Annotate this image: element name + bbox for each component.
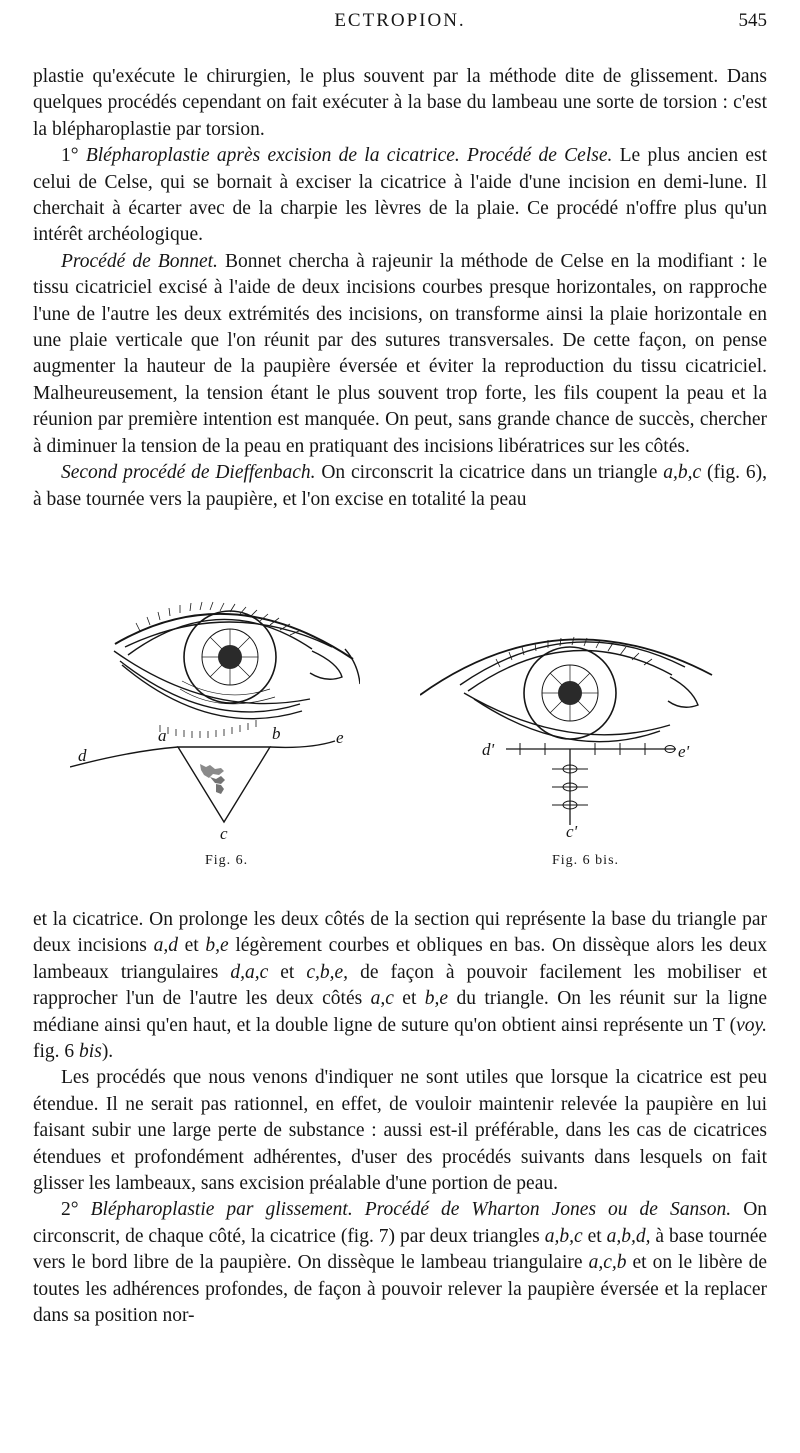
text-block-bottom xyxy=(33,907,767,1330)
term-abc: a,b,c xyxy=(544,1225,583,1247)
term-voy: voy. xyxy=(736,1014,767,1036)
label-a: a xyxy=(158,726,167,745)
text-run: On circonscrit, de chaque côté, la cicatrice (fig. 7) par deux triangles xyxy=(33,1199,768,1247)
term-be: b,e xyxy=(205,935,229,957)
paragraph-dieffenbach xyxy=(33,460,767,513)
figure-6-bis-illustration xyxy=(420,615,720,837)
text-run: légèrement courbes et obliques en bas. On dissèque alors les deux lambeaux triangulaires xyxy=(33,935,768,983)
paragraph-limits: Les procédés que nous venons d'indiquer ne sont utiles que lorsque la cicatrice est peu étendue. Il ne serait pas rationnel, en effet, de vouloir maintenir relevée la paupière en lui faisant subir une large perte de substance : aussi est-il préférable, dans les cas de cicatrices étendues et profondément adhérentes, d'user des procédés suivants dans lesquels on fait glisser les lambeaux, sans excision préalable d'une portion de peau. xyxy=(33,1067,767,1195)
term-acb: a,c,b xyxy=(588,1252,627,1274)
term-dac: d,a,c xyxy=(230,961,269,983)
procedure-name: Procédé de Celse. xyxy=(467,145,613,167)
term-cbe: c,b,e, xyxy=(306,961,349,983)
label-c: c xyxy=(220,824,228,839)
paragraph-glissement xyxy=(33,1197,767,1329)
paragraph-bonnet xyxy=(33,249,767,460)
section-number: 1° xyxy=(61,145,79,167)
term-ac: a,c xyxy=(370,988,394,1010)
figure-6-caption: Fig. 6. xyxy=(205,853,249,868)
page-number: 545 xyxy=(738,10,767,31)
text-run: et on le libère de toutes les adhérences profondes, de façon à pouvoir relever la paupière éversée et la replacer dans sa position nor- xyxy=(33,1252,768,1327)
text-run: et xyxy=(280,961,295,983)
text-run: ). xyxy=(101,1041,114,1063)
label-b: b xyxy=(272,724,281,743)
paragraph-celse xyxy=(33,143,767,249)
figure-6-illustration xyxy=(70,589,360,839)
label-c-prime: c' xyxy=(566,822,578,837)
text-run: fig. 6 xyxy=(33,1041,75,1063)
term-abd: a,b,d, xyxy=(606,1225,651,1247)
text-block-top xyxy=(33,64,767,513)
text-run: et la cicatrice. On prolonge les deux côtés de la section qui représente la base du triangle par deux incisions xyxy=(33,909,767,957)
procedure-name: Second procédé de Dieffenbach. xyxy=(61,462,316,484)
term-be: b,e xyxy=(424,988,449,1010)
section-number: 2° xyxy=(61,1199,79,1221)
section-title: Blépharoplastie par glissement. xyxy=(90,1199,353,1221)
term-abc: a,b,c xyxy=(663,462,702,484)
label-d: d xyxy=(78,746,87,765)
running-head xyxy=(0,4,800,44)
paragraph-text: Le plus ancien est celui de Celse, qui se bornait à exciser la cicatrice à l'aide d'une incision en demi-lune. Il cherchait à écarter avec de la charpie les lèvres de la plaie. Ce procédé n'offre plus qu'un intérêt archéologique. xyxy=(33,145,767,246)
text-run: de façon à pouvoir facilement les mobiliser et rapprocher l'un de l'autre les deux côtés xyxy=(33,961,768,1010)
paragraph-text: On circonscrit la cicatrice dans un triangle xyxy=(321,462,658,484)
procedure-name: Procédé de Bonnet. xyxy=(61,250,218,272)
figures xyxy=(0,585,800,885)
figure-6-bis-caption: Fig. 6 bis. xyxy=(552,853,620,868)
label-e-prime: e' xyxy=(678,742,690,761)
procedure-name: Procédé de Wharton Jones ou de Sanson. xyxy=(364,1199,732,1221)
paragraph-dieffenbach-cont xyxy=(33,907,767,1065)
section-title: Blépharoplastie après excision de la cicatrice. xyxy=(85,145,460,167)
text-run: du triangle. On les réunit sur la ligne médiane ainsi qu'en haut, et la double ligne de suture qu'on obtient ainsi représente un T ( xyxy=(33,988,768,1036)
text-run: et xyxy=(587,1225,602,1247)
term-ad: a,d xyxy=(153,935,178,957)
label-e: e xyxy=(336,728,344,747)
label-d-prime: d' xyxy=(482,740,495,759)
paragraph-text: (fig. 6), à base tournée vers la paupière, et l'on excise en totalité la peau xyxy=(33,462,768,510)
paragraph-text: Bonnet chercha à rajeunir la méthode de Celse en la modifiant : le tissu cicatriciel excisé à l'aide de deux incisions courbes presque horizontales, on rapproche l'une de l'autre les deux extrémités des incisions, on transforme ainsi la plaie horizontale en une plaie verticale que l'on réunit par des sutures transversales. De cette façon, on pense augmenter la hauteur de la paupière éversée et éviter la reproduction du tissu cicatriciel. Malheureusement, la tension étant le plus souvent trop forte, les fils coupent la peau et la réunion par première intention est manquée. On peut, sans grande chance de succès, chercher à diminuer la tension de la peau en pratiquant des incisions libératrices sur les côtés. xyxy=(33,250,768,457)
text-run: à base tournée vers le bord libre de la paupière. On dissèque le lambeau triangulaire xyxy=(33,1225,768,1274)
term-bis: bis xyxy=(79,1041,102,1063)
running-title: ECTROPION. xyxy=(334,10,466,31)
text-run: et xyxy=(184,935,199,957)
paragraph-continuation: plastie qu'exécute le chirurgien, le plus souvent par la méthode dite de glissement. Dans quelques procédés cependant on fait exécuter à la base du lambeau une sorte de torsion : c'est la blépharoplastie par torsion. xyxy=(33,66,767,140)
text-run: et xyxy=(402,988,417,1010)
